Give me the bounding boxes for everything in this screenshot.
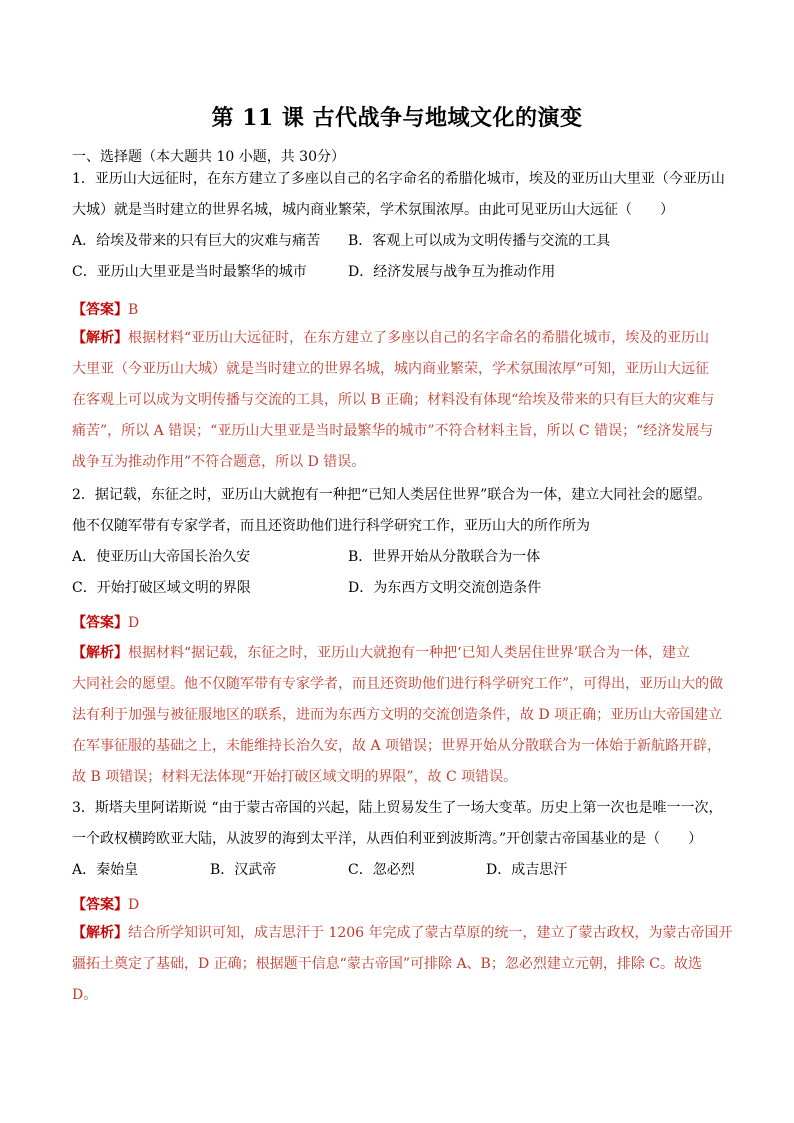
analysis-line: 疆拓土奠定了基础，D 正确；根据题干信息“蒙古帝国”可排除 A、B；忽必烈建立元朝，排除 C。故选 (72, 956, 702, 972)
option-d[interactable]: D．成吉思汗 (486, 862, 568, 878)
stem-line: 他不仅随军带有专家学者，而且还资助他们进行科学研究工作，亚历山大的所作所为 (72, 518, 590, 534)
analysis-line: 大同社会的愿望。他不仅随军带有专家学者，而且还资助他们进行科学研究工作”，可得出，亚历山大的做 (72, 676, 724, 692)
question-2-stem (72, 480, 732, 542)
option-d[interactable]: D．为东西方文明交流创造条件 (348, 580, 542, 596)
option-c[interactable]: C．亚历山大里亚是当时最繁华的城市 (72, 264, 307, 280)
option-a[interactable]: A．使亚历山大帝国长治久安 (72, 549, 251, 565)
answer-label: 【答案】 (72, 897, 128, 913)
analysis-line: 战争互为推动作用”不符合题意，所以 D 错误。 (72, 454, 366, 470)
stem-line: 3．斯塔夫里阿诺斯说 “由于蒙古帝国的兴起，陆上贸易发生了一场大变革。历史上第一次也是唯一一次， (72, 800, 723, 816)
analysis-line: 大里亚（今亚历山大城）就是当时建立的世界名城，城内商业繁荣，学术氛围浓厚”可知，亚历山大远征 (72, 361, 710, 377)
answer-value: B (128, 302, 139, 318)
answer-label: 【答案】 (72, 615, 128, 631)
option-c[interactable]: C．开始打破区域文明的界限 (72, 580, 251, 596)
analysis-line: 在军事征服的基础之上，未能维持长治久安，故 A 项错误；世界开始从分散联合为一体始于新航路开辟， (72, 738, 722, 754)
analysis-label: 【解析】 (72, 330, 128, 346)
option-d[interactable]: D．经济发展与战争互为推动作用 (348, 264, 556, 280)
analysis-label: 【解析】 (72, 925, 128, 941)
question-1-options (72, 226, 732, 288)
lesson-title: 第 11 课 古代战争与地域文化的演变 (211, 105, 583, 131)
question-3-analysis (72, 918, 732, 1011)
question-1-stem (72, 164, 732, 226)
analysis-line: 结合所学知识可知，成吉思汗于 1206 年完成了蒙古草原的统一，建立了蒙古政权，为蒙古帝国开 (128, 925, 733, 941)
option-b[interactable]: B．世界开始从分散联合为一体 (348, 549, 541, 565)
answer-label: 【答案】 (72, 302, 128, 318)
stem-line: 一个政权横跨欧亚大陆，从波罗的海到太平洋，从西伯利亚到波斯湾。”开创蒙古帝国基业的是（ ） (72, 831, 703, 847)
stem-line: 2．据记载，东征之时，亚历山大就抱有一种把“已知人类居住世界”联合为一体，建立大同社会的愿望。 (72, 487, 712, 503)
question-2-analysis (72, 638, 732, 793)
stem-line: 大城）就是当时建立的世界名城，城内商业繁荣，学术氛围浓厚。由此可见亚历山大远征（ ） (72, 202, 674, 218)
question-2-answer (72, 612, 139, 632)
section-heading: 一、选择题（本大题共 10 小题，共 30分） (72, 149, 345, 165)
analysis-line: D。 (72, 987, 98, 1003)
question-1-answer (72, 299, 138, 319)
question-3-answer (72, 894, 139, 914)
analysis-label: 【解析】 (72, 645, 128, 661)
question-3-stem (72, 793, 732, 855)
stem-line: 1．亚历山大远征时，在东方建立了多座以自己的名字命名的希腊化城市，埃及的亚历山大里亚（今亚历山 (72, 171, 725, 187)
analysis-line: 痛苦”，所以 A 错误；“亚历山大里亚是当时最繁华的城市”不符合材料主旨，所以 C 错误；“经济发展与 (72, 423, 714, 439)
analysis-line: 根据材料“亚历山大远征时，在东方建立了多座以自己的名字命名的希腊化城市，埃及的亚历山 (128, 330, 710, 346)
question-3-options (72, 855, 732, 886)
analysis-line: 在客观上可以成为文明传播与交流的工具，所以 B 正确；材料没有体现“给埃及带来的只有巨大的灾难与 (72, 392, 715, 408)
question-1-analysis (72, 323, 732, 478)
question-2-options (72, 542, 732, 604)
analysis-line: 故 B 项错误；材料无法体现“开始打破区域文明的界限”，故 C 项错误。 (72, 769, 518, 785)
option-b[interactable]: B．汉武帝 (210, 862, 277, 878)
analysis-line: 根据材料“据记载，东征之时，亚历山大就抱有一种把‘已知人类居住世界’联合为一体，建立 (128, 645, 691, 661)
answer-value: D (128, 897, 140, 913)
option-a[interactable]: A．秦始皇 (72, 862, 139, 878)
option-a[interactable]: A．给埃及带来的只有巨大的灾难与痛苦 (72, 233, 321, 249)
answer-value: D (128, 615, 140, 631)
option-b[interactable]: B．客观上可以成为文明传播与交流的工具 (348, 233, 611, 249)
option-c[interactable]: C．忽必烈 (348, 862, 415, 878)
analysis-line: 法有利于加强与被征服地区的联系，进而为东西方文明的交流创造条件，故 D 项正确；亚历山大帝国建立 (72, 707, 723, 723)
